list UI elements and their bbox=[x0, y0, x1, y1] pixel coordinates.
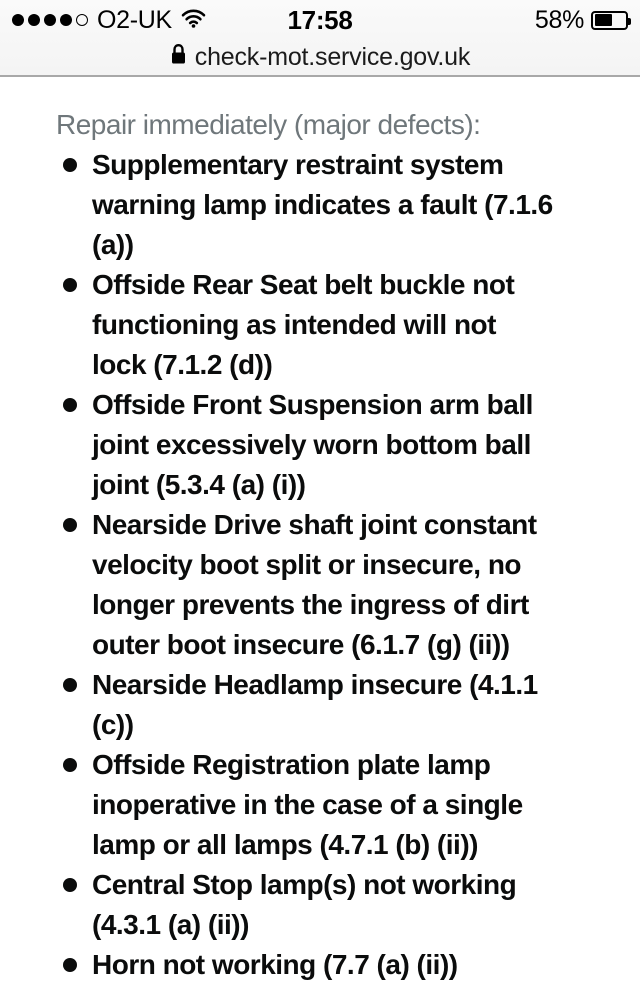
defect-item bbox=[92, 265, 620, 385]
wifi-icon bbox=[181, 10, 206, 33]
defect-line: Nearside Drive shaft joint constant bbox=[92, 509, 537, 540]
signal-dot bbox=[76, 14, 88, 26]
status-bar bbox=[0, 0, 640, 40]
defect-item bbox=[92, 385, 620, 505]
defect-line: Supplementary restraint system bbox=[92, 149, 504, 180]
defect-line: Central Stop lamp(s) not working bbox=[92, 869, 517, 900]
defect-line: lock (7.1.2 (d)) bbox=[92, 349, 273, 380]
url-text: check-mot.service.gov.uk bbox=[194, 43, 471, 71]
defect-line: lamp or all lamps (4.7.1 (b) (ii)) bbox=[92, 829, 478, 860]
defect-line: Offside Front Suspension arm ball bbox=[92, 389, 533, 420]
defect-line: Offside Rear Seat belt buckle not bbox=[92, 269, 515, 300]
carrier-label: O2-UK bbox=[97, 5, 172, 34]
defect-line: warning lamp indicates a fault (7.1.6 bbox=[92, 189, 553, 220]
defect-item bbox=[92, 145, 620, 265]
browser-chrome bbox=[0, 0, 640, 77]
page-content bbox=[0, 77, 640, 985]
signal-dot bbox=[28, 14, 40, 26]
lock-icon bbox=[170, 43, 187, 70]
clock-label: 17:58 bbox=[287, 4, 353, 35]
signal-dot bbox=[12, 14, 24, 26]
defect-item bbox=[92, 865, 620, 945]
signal-dot bbox=[44, 14, 56, 26]
defect-line: functioning as intended will not bbox=[92, 309, 496, 340]
signal-dot bbox=[60, 14, 72, 26]
defect-item bbox=[92, 665, 620, 745]
battery-nub bbox=[628, 18, 631, 25]
defect-item bbox=[92, 505, 620, 665]
battery-icon bbox=[591, 11, 628, 30]
defect-line: joint excessively worn bottom ball bbox=[92, 429, 531, 460]
battery-percent-label: 58% bbox=[534, 5, 584, 34]
defect-line: Horn not working (7.7 (a) (ii)) bbox=[92, 949, 458, 980]
defect-line: inoperative in the case of a single bbox=[92, 789, 523, 820]
battery-fill bbox=[595, 14, 612, 26]
defect-line: outer boot insecure (6.1.7 (g) (ii)) bbox=[92, 629, 510, 660]
page-heading: Repair immediately (major defects): bbox=[56, 109, 481, 140]
defect-item bbox=[92, 945, 620, 985]
status-bar-right bbox=[535, 6, 628, 35]
defect-line: (c)) bbox=[92, 709, 134, 740]
defect-line: Offside Registration plate lamp bbox=[92, 749, 491, 780]
defect-line: joint (5.3.4 (a) (i)) bbox=[92, 469, 306, 500]
status-bar-left bbox=[12, 6, 206, 35]
defect-line: longer prevents the ingress of dirt bbox=[92, 589, 529, 620]
defect-line: (a)) bbox=[92, 229, 134, 260]
address-bar[interactable] bbox=[0, 40, 640, 75]
defect-list bbox=[0, 145, 640, 985]
signal-strength-icon bbox=[12, 14, 88, 26]
defect-line: Nearside Headlamp insecure (4.1.1 bbox=[92, 669, 538, 700]
defect-item bbox=[92, 745, 620, 865]
defect-line: velocity boot split or insecure, no bbox=[92, 549, 522, 580]
defect-line: (4.3.1 (a) (ii)) bbox=[92, 909, 249, 940]
